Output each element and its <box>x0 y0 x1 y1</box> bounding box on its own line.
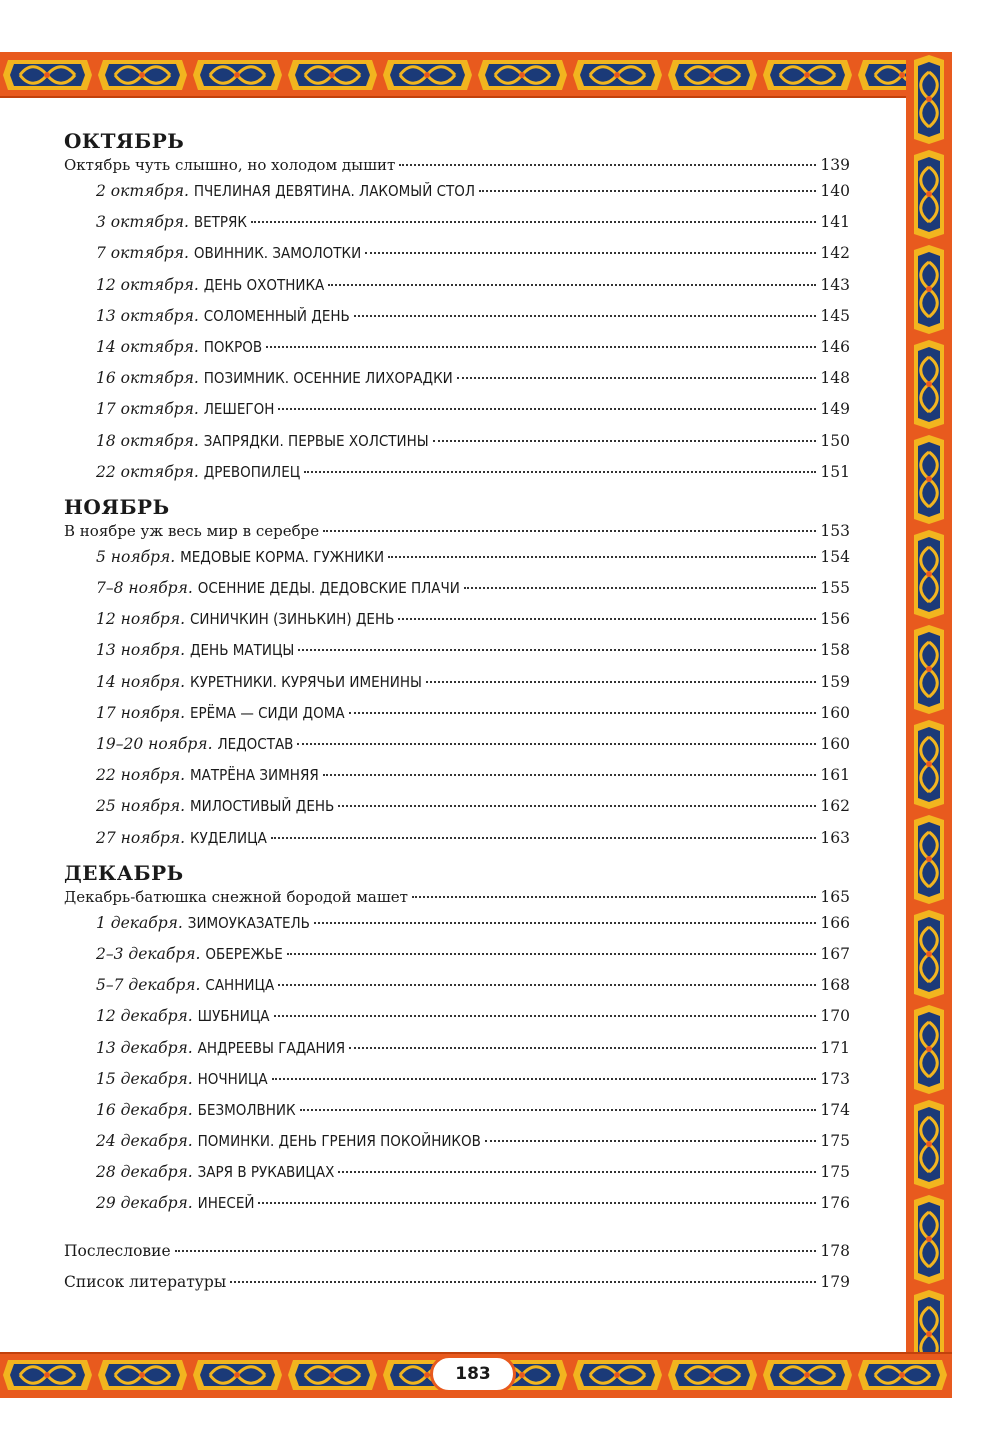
entry-date: 17 ноября. <box>96 703 186 722</box>
dot-leader <box>297 743 816 745</box>
dot-leader <box>479 190 816 192</box>
dot-leader <box>271 837 817 839</box>
entry-date: 12 ноября. <box>96 610 186 629</box>
toc-entry[interactable] <box>64 573 850 604</box>
page-ref: 141 <box>820 213 850 232</box>
dot-leader <box>365 252 816 254</box>
toc-entry[interactable] <box>64 1188 850 1219</box>
page-ref: 176 <box>820 1194 850 1213</box>
entry-date: 15 декабря. <box>96 1069 193 1088</box>
entry-title: ЗАРЯ В РУКАВИЦАХ <box>197 1163 335 1182</box>
entry-text: Список литературы <box>64 1272 227 1291</box>
toc-entry[interactable] <box>64 791 850 822</box>
entry-text: Послесловие <box>64 1241 171 1260</box>
intro-text: Октябрь чуть слышно, но холодом дышит <box>64 156 396 174</box>
dot-leader <box>412 896 816 898</box>
entry-title: ПОМИНКИ. ДЕНЬ ГРЕНИЯ ПОКОЙНИКОВ <box>197 1132 481 1151</box>
entry-title: ДЕНЬ МАТИЦЫ <box>189 641 295 660</box>
entry-date: 22 октября. <box>96 462 199 481</box>
page-number: 183 <box>430 1355 516 1393</box>
dot-leader <box>272 1078 817 1080</box>
toc-entry[interactable] <box>64 939 850 970</box>
page-ref: 145 <box>820 306 850 325</box>
dot-leader <box>433 440 817 442</box>
entry-date: 5–7 декабря. <box>96 976 201 995</box>
dot-leader <box>485 1140 817 1142</box>
page-ref: 159 <box>820 672 850 691</box>
entry-date: 3 октября. <box>96 213 189 232</box>
toc-entry[interactable] <box>64 238 850 269</box>
entry-title: АНДРЕЕВЫ ГАДАНИЯ <box>197 1038 346 1057</box>
dot-leader <box>426 681 816 683</box>
dot-leader <box>314 922 817 924</box>
entry-date: 1 декабря. <box>96 913 183 932</box>
entry-title: САННИЦА <box>205 976 275 995</box>
toc-entry[interactable] <box>64 270 850 301</box>
toc-entry[interactable] <box>64 604 850 635</box>
toc-entry[interactable] <box>64 1064 850 1095</box>
toc-intro-row[interactable] <box>64 154 850 176</box>
entry-date: 27 ноября. <box>96 828 186 847</box>
toc-entry[interactable] <box>64 394 850 425</box>
page-ref: 168 <box>820 976 850 995</box>
dot-leader <box>278 984 816 986</box>
entry-title: ДРЕВОПИЛЕЦ <box>203 462 301 481</box>
entry-date: 2 октября. <box>96 182 189 200</box>
toc-section-december <box>64 860 850 1220</box>
dot-leader <box>323 530 816 532</box>
entry-title: ДЕНЬ ОХОТНИКА <box>203 275 325 294</box>
section-title: НОЯБРЬ <box>64 494 170 519</box>
page-ref: 148 <box>820 369 850 388</box>
page-ref: 139 <box>820 156 850 174</box>
page-ref: 140 <box>820 182 850 200</box>
entry-date: 22 ноября. <box>96 766 186 785</box>
dot-leader <box>388 556 816 558</box>
ornamental-border-top <box>0 52 952 98</box>
toc-entry[interactable] <box>64 1126 850 1157</box>
entry-title: СИНИЧКИН (ЗИНЬКИН) ДЕНЬ <box>189 610 395 629</box>
dot-leader <box>349 712 817 714</box>
page-ref: 142 <box>820 244 850 263</box>
page-ref: 143 <box>820 275 850 294</box>
toc-back-matter-afterword[interactable] <box>64 1236 850 1267</box>
entry-title: ЗАПРЯДКИ. ПЕРВЫЕ ХОЛСТИНЫ <box>203 431 429 450</box>
entry-date: 19–20 ноября. <box>96 735 213 753</box>
toc-entry[interactable] <box>64 332 850 363</box>
table-of-contents <box>64 128 850 1298</box>
entry-date: 13 декабря. <box>96 1038 193 1057</box>
page-ref: 166 <box>820 913 850 932</box>
dot-leader <box>175 1250 817 1252</box>
dot-leader <box>298 649 816 651</box>
page-ref: 149 <box>820 400 850 419</box>
toc-entry[interactable] <box>64 457 850 488</box>
page-ref: 174 <box>820 1100 850 1119</box>
page-ref: 175 <box>820 1132 850 1151</box>
entry-date: 7–8 ноября. <box>96 579 193 598</box>
page-ref: 146 <box>820 337 850 356</box>
toc-entry[interactable] <box>64 426 850 457</box>
dot-leader <box>287 953 817 955</box>
toc-entry[interactable] <box>64 698 850 729</box>
entry-date: 14 ноября. <box>96 672 186 691</box>
entry-title: МАТРЁНА ЗИМНЯЯ <box>189 766 319 785</box>
dot-leader <box>398 618 816 620</box>
entry-title: БЕЗМОЛВНИК <box>197 1100 296 1119</box>
toc-entry[interactable] <box>64 207 850 238</box>
dot-leader <box>328 284 816 286</box>
toc-entry[interactable] <box>64 908 850 939</box>
dot-leader <box>457 377 817 379</box>
toc-section-october <box>64 128 850 488</box>
toc-entry[interactable] <box>64 823 850 854</box>
entry-date: 28 декабря. <box>96 1163 193 1182</box>
entry-title: НОЧНИЦА <box>197 1069 268 1088</box>
entry-date: 13 октября. <box>96 306 199 325</box>
entry-date: 2–3 декабря. <box>96 944 201 963</box>
toc-entry[interactable] <box>64 176 850 207</box>
dot-leader <box>278 408 816 410</box>
page-ref: 151 <box>820 462 850 481</box>
toc-entry[interactable] <box>64 729 850 760</box>
toc-entry[interactable] <box>64 1157 850 1188</box>
dot-leader <box>338 1171 816 1173</box>
entry-title: ШУБНИЦА <box>197 1007 270 1026</box>
toc-entry[interactable] <box>64 1095 850 1126</box>
entry-title: КУДЕЛИЦА <box>189 828 267 847</box>
dot-leader <box>399 164 816 166</box>
dot-leader <box>354 315 817 317</box>
entry-title: ПЧЕЛИНАЯ ДЕВЯТИНА. ЛАКОМЫЙ СТОЛ <box>193 182 476 200</box>
entry-title: ОСЕННИЕ ДЕДЫ. ДЕДОВСКИЕ ПЛАЧИ <box>197 579 460 598</box>
page-ref: 163 <box>820 828 850 847</box>
toc-entry[interactable] <box>64 542 850 573</box>
toc-entry[interactable] <box>64 301 850 332</box>
entry-date: 7 октября. <box>96 244 189 263</box>
entry-title: МИЛОСТИВЫЙ ДЕНЬ <box>189 797 335 816</box>
entry-title: СОЛОМЕННЫЙ ДЕНЬ <box>203 306 350 325</box>
toc-entry[interactable] <box>64 1033 850 1064</box>
dot-leader <box>300 1109 817 1111</box>
page-ref: 162 <box>820 797 850 816</box>
page-ref: 170 <box>820 1007 850 1026</box>
page-ref: 155 <box>820 579 850 598</box>
entry-title: МЕДОВЫЕ КОРМА. ГУЖНИКИ <box>180 547 385 566</box>
page-ref: 178 <box>820 1241 850 1260</box>
entry-date: 14 октября. <box>96 337 199 356</box>
entry-title: ЛЕШЕГОН <box>203 400 275 419</box>
toc-back-matter-bibliography[interactable] <box>64 1267 850 1298</box>
entry-date: 17 октября. <box>96 400 199 419</box>
entry-title: КУРЕТНИКИ. КУРЯЧЬИ ИМЕНИНЫ <box>189 672 422 691</box>
dot-leader <box>323 774 817 776</box>
page-ref: 154 <box>820 547 850 566</box>
ornamental-border-right <box>906 52 952 1398</box>
entry-title: ОБЕРЕЖЬЕ <box>205 944 283 963</box>
entry-date: 16 октября. <box>96 369 199 388</box>
section-title: ОКТЯБРЬ <box>64 129 185 153</box>
entry-date: 12 декабря. <box>96 1007 193 1026</box>
page-ref: 165 <box>820 887 850 906</box>
entry-title: ЗИМОУКАЗАТЕЛЬ <box>187 913 310 932</box>
entry-date: 5 ноября. <box>96 547 176 566</box>
dot-leader <box>251 221 816 223</box>
entry-date: 12 октября. <box>96 275 199 294</box>
entry-title: ОВИННИК. ЗАМОЛОТКИ <box>193 244 362 263</box>
intro-text: В ноябре уж весь мир в серебре <box>64 521 320 540</box>
page-ref: 156 <box>820 610 850 629</box>
toc-intro-row[interactable] <box>64 886 850 908</box>
section-title: ДЕКАБРЬ <box>64 860 184 885</box>
toc-entry[interactable] <box>64 970 850 1001</box>
page-ref: 171 <box>820 1038 850 1057</box>
entry-date: 13 ноября. <box>96 641 186 660</box>
page-ref: 161 <box>820 766 850 785</box>
dot-leader <box>464 587 817 589</box>
page-ref: 150 <box>820 431 850 450</box>
page-ref: 179 <box>820 1272 850 1291</box>
entry-date: 24 декабря. <box>96 1132 193 1151</box>
entry-title: ИНЕСЕЙ <box>197 1194 255 1213</box>
toc-entry[interactable] <box>64 635 850 666</box>
page-ref: 160 <box>820 703 850 722</box>
entry-title: ПОКРОВ <box>203 337 263 356</box>
toc-section-november <box>64 494 850 854</box>
dot-leader <box>338 805 816 807</box>
page-ref: 175 <box>820 1163 850 1182</box>
dot-leader <box>258 1202 816 1204</box>
page-ref: 160 <box>820 735 850 753</box>
entry-title: ВЕТРЯК <box>193 213 247 232</box>
toc-entry[interactable] <box>64 760 850 791</box>
entry-date: 18 октября. <box>96 431 199 450</box>
page-ref: 167 <box>820 944 850 963</box>
page-ref: 173 <box>820 1069 850 1088</box>
entry-date: 29 декабря. <box>96 1194 193 1213</box>
toc-entry[interactable] <box>64 667 850 698</box>
entry-date: 16 декабря. <box>96 1100 193 1119</box>
entry-title: ПОЗИМНИК. ОСЕННИЕ ЛИХОРАДКИ <box>203 369 453 388</box>
entry-date: 25 ноября. <box>96 797 186 816</box>
entry-title: ЕРЁМА — СИДИ ДОМА <box>189 703 345 722</box>
toc-entry[interactable] <box>64 1001 850 1032</box>
dot-leader <box>266 346 816 348</box>
dot-leader <box>274 1015 817 1017</box>
page-ref: 158 <box>820 641 850 660</box>
spacer <box>64 1226 850 1236</box>
dot-leader <box>230 1281 816 1283</box>
dot-leader <box>304 471 816 473</box>
toc-intro-row[interactable] <box>64 520 850 542</box>
intro-text: Декабрь-батюшка снежной бородой машет <box>64 887 408 906</box>
toc-entry[interactable] <box>64 363 850 394</box>
dot-leader <box>349 1047 816 1049</box>
entry-title: ЛЕДОСТАВ <box>217 735 294 753</box>
page-ref: 153 <box>820 521 850 540</box>
